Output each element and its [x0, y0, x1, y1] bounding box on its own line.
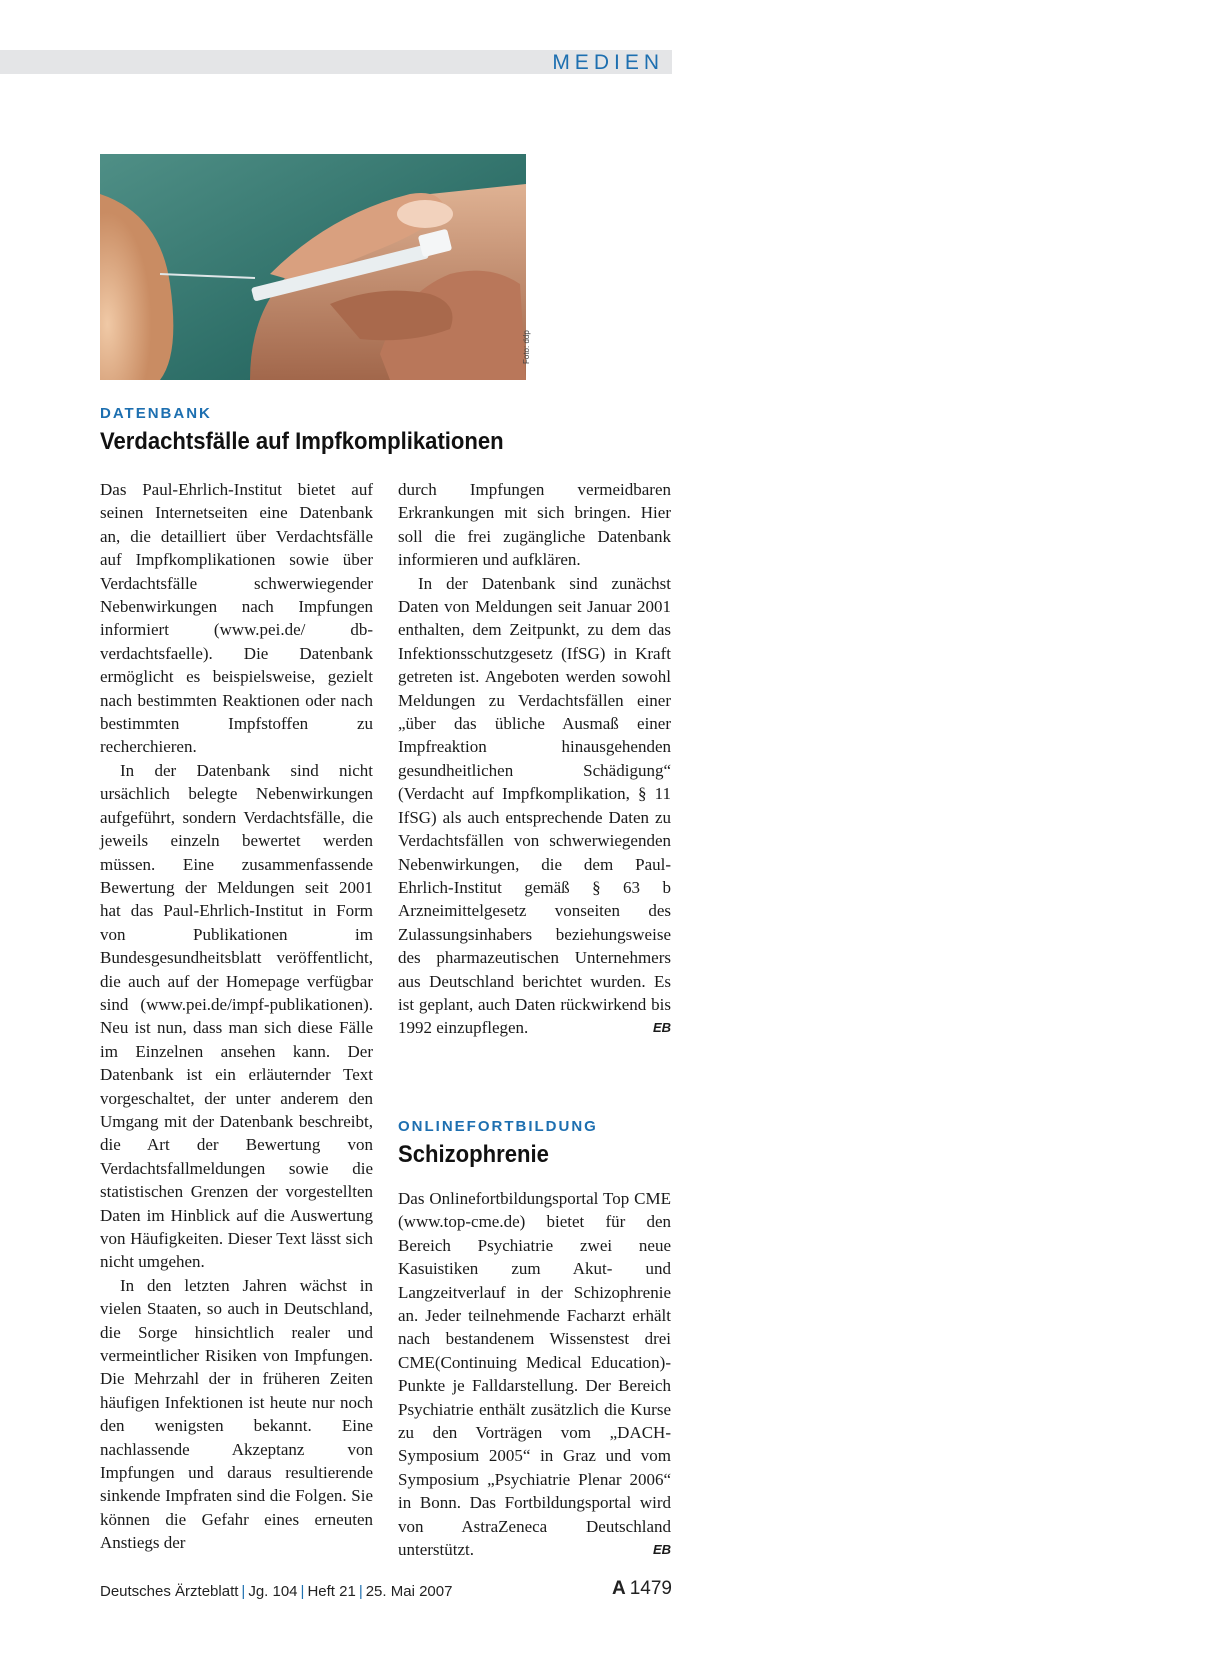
article1-paragraph-4: durch Impfungen vermeidbaren Erkrankungen mit sich bringen. Hier soll die frei zugängliche Datenbank informieren und aufklären. — [398, 480, 671, 570]
footer-date: 25. Mai 2007 — [365, 1583, 453, 1600]
page-number — [612, 1578, 672, 1600]
section-label: MEDIEN — [552, 51, 664, 74]
footer-journal: Deutsches Ärzteblatt — [100, 1583, 239, 1600]
article2-paragraph-text: Das Onlinefortbildungsportal Top CME (www.top-cme.de) bietet für den Bereich Psychiatrie zwei neue Kasuistiken zum Akut- und Langzeitverlauf in der Schizophrenie an. Jeder teilnehmende Facharzt erhält nach bestandenem Wissenstest drei CME(Continuing Medical Education)-Punkte je Falldarstellung. Der Bereich Psychiatrie enthält zusätzlich die Kurse zu den Vorträgen vom „DACH-Symposium 2005“ in Graz und vom Symposium „Psychiatrie Plenar 2006“ in Bonn. Das Fortbildungsportal wird von AstraZeneca Deutschland unterstützt. — [398, 1189, 671, 1560]
section-header-bar — [0, 50, 672, 74]
footer-citation: Deutsches Ärzteblatt | Jg. 104 | Heft 21 | 25. Mai 2007 — [100, 1583, 453, 1600]
footer-volume: Jg. 104 — [248, 1583, 298, 1600]
article-title-impfkomplikationen: Verdachtsfälle auf Impfkomplikationen — [100, 428, 504, 455]
article1-column-1 — [100, 478, 373, 1555]
page-prefix: A — [611, 1578, 626, 1599]
article2-paragraph — [398, 1187, 671, 1562]
article2-column — [398, 1187, 671, 1562]
article-title-schizophrenie: Schizophrenie — [398, 1141, 549, 1168]
article1-paragraph-3: In den letzten Jahren wächst in vielen Staaten, so auch in Deutschland, die Sorge hinsichtlich realer und vermeintlicher Risiken von Impfungen. Die Mehrzahl der in früheren Zeiten häufigen Infektionen ist heute nur noch den wenigsten bekannt. Eine nachlassende Akzeptanz von Impfungen und daraus resultierende sinkende Impfraten sind die Folgen. Sie können die Gefahr eines erneuten Anstiegs der — [100, 1275, 373, 1553]
photo-credit: Foto: ddp — [522, 330, 531, 364]
vaccination-photo — [100, 154, 526, 380]
article-kicker-datenbank: DATENBANK — [100, 405, 212, 422]
article1-paragraph-5-text: In der Datenbank sind zunächst Daten von Meldungen seit Januar 2001 enthalten, dem Zeitpunkt, zu dem das Infektionsschutzgesetz (IfSG) in Kraft getreten ist. Angeboten werden sowohl Meldungen zu Verdachtsfällen einer „über das übliche Ausmaß einer Impfreaktion hinausgehenden gesundheitlichen Schädigung“ (Verdacht auf Impfkomplikation, § 11 IfSG) als auch entsprechende Daten zu Verdachtsfällen von schwerwiegenden Nebenwirkungen, die dem Paul-Ehrlich-Institut gemäß § 63 b Arzneimittelgesetz vonseiten des Zulassungsinhabers beziehungsweise des pharmazeutischen Unternehmers aus Deutschland berichtet wurden. Es ist geplant, auch Daten rückwirkend bis 1992 einzupflegen. — [398, 573, 671, 1038]
article1-signoff: EB — [652, 1020, 671, 1036]
article1-paragraph-2: In der Datenbank sind nicht ursächlich belegte Nebenwirkungen aufgeführt, sondern Verdachtsfälle, die jeweils einzeln bewertet werden müssen. Eine zusammenfassende Bewertung der Meldungen seit 2001 hat das Paul-Ehrlich-Institut in Form von Publikationen im Bundesgesundheitsblatt veröffentlicht, die auch auf der Homepage verfügbar sind (www.pei.de/impf-publikationen). Neu ist nun, dass man sich diese Fälle im Einzelnen ansehen kann. Der Datenbank ist ein erläuternder Text vorgeschaltet, der unter anderem den Umgang mit der Datenbank beschreibt, die Art der Bewertung von Verdachtsfallmeldungen sowie die statistischen Grenzen der vorgestellten Daten im Hinblick auf die Auswertung von Häufigkeiten. Dieser Text lässt sich nicht umgehen. — [100, 760, 373, 1272]
article-kicker-onlinefortbildung: ONLINEFORTBILDUNG — [398, 1118, 598, 1135]
footer-issue: Heft 21 — [307, 1583, 356, 1600]
page-number-value: 1479 — [629, 1578, 672, 1599]
article1-paragraph-5 — [398, 572, 671, 1040]
article1-column-2 — [398, 478, 671, 1040]
article1-paragraph-1: Das Paul-Ehrlich-Institut bietet auf seinen Internetseiten eine Datenbank an, die detailliert über Verdachtsfälle auf Impfkomplikationen sowie über Verdachtsfälle schwerwiegender Nebenwirkungen nach Impfungen informiert (www.pei.de/ db-verdachtsfaelle). Die Datenbank ermöglicht es beispielsweise, gezielt nach bestimmten Reaktionen oder nach bestimmten Impfstoffen zu recherchieren. — [100, 480, 373, 757]
article2-signoff: EB — [652, 1542, 671, 1558]
